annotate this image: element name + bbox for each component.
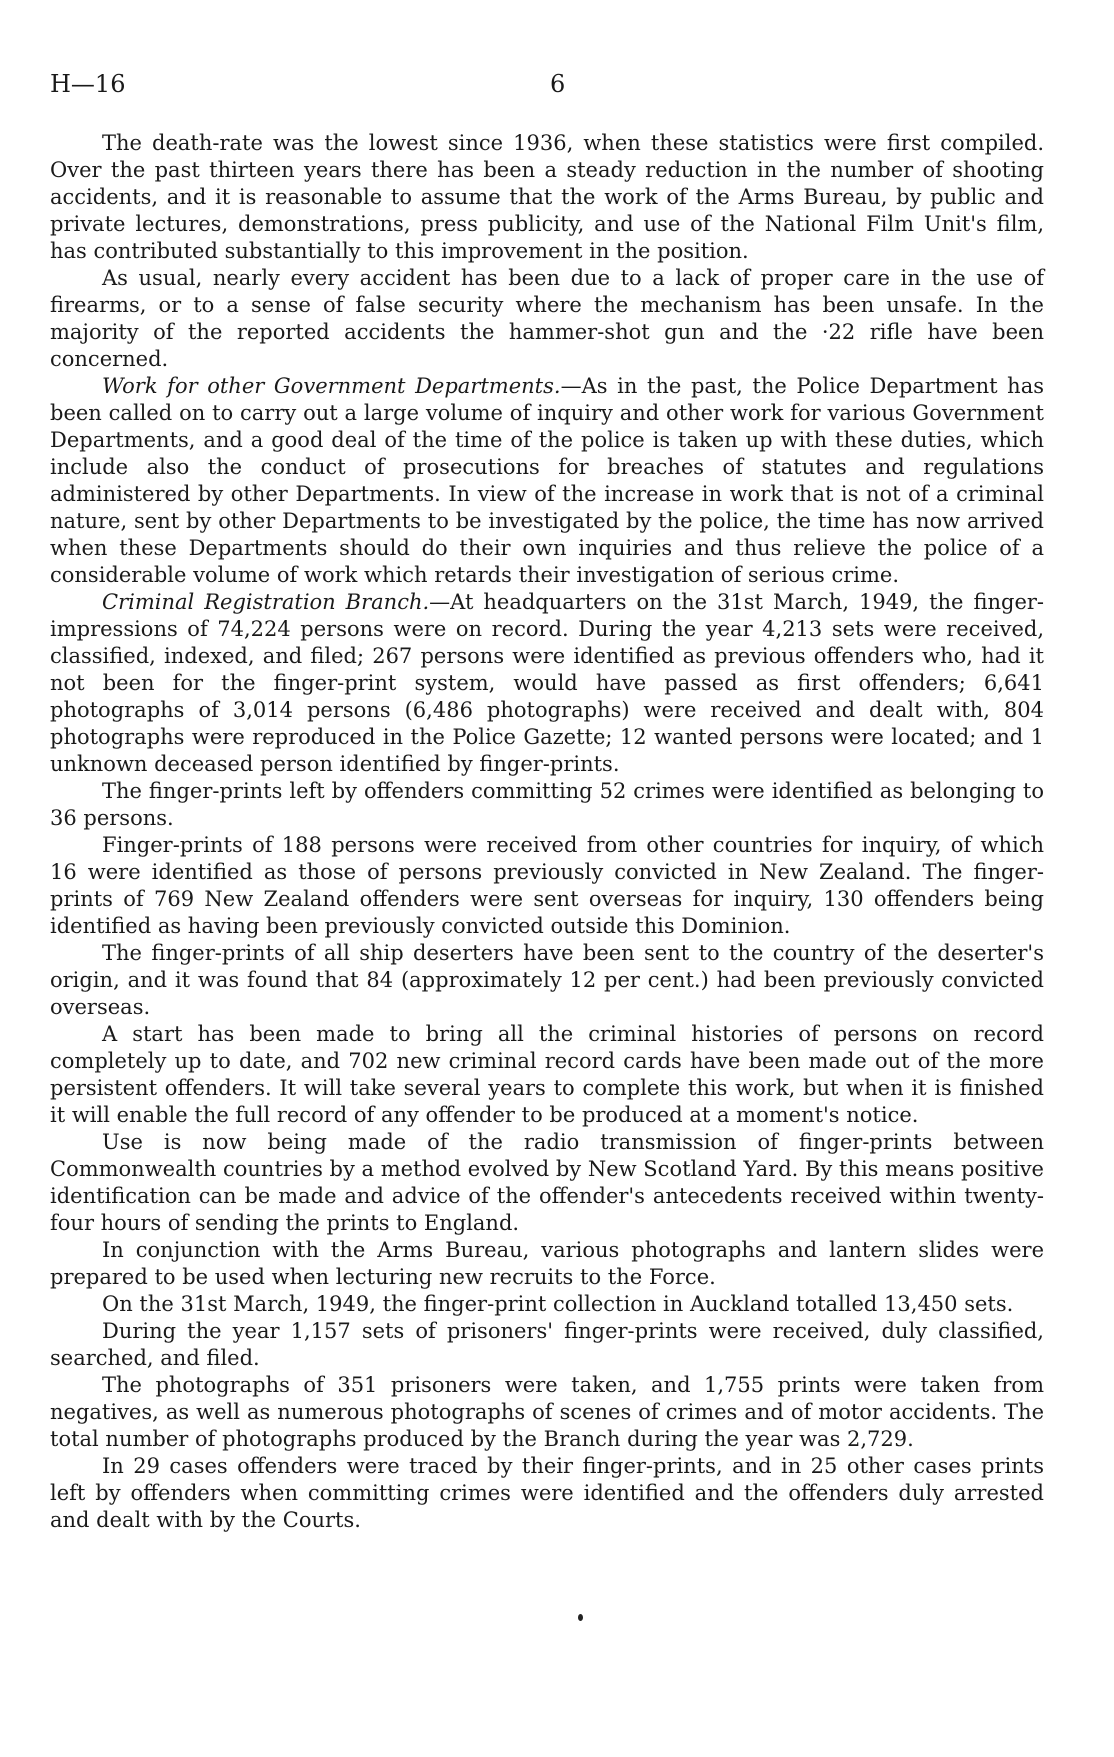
section-heading: Criminal Registration Branch. (102, 590, 430, 614)
paragraph-text: As usual, nearly every accident has been due to a lack of proper care in the use of firearms, or to a sense of false security where the mechanism has been unsafe. In the majority of the reported accidents the hammer-shot gun and the ·22 rifle have been concerned. (50, 266, 1044, 371)
paragraph-text: The finger-prints of all ship deserters have been sent to the country of the deserter's origin, and it was found that 84 (approximately 12 per cent.) had been previously convicted overseas. (50, 941, 1044, 1019)
paragraph-text: A start has been made to bring all the criminal histories of persons on record completely up to date, and 702 new criminal record cards have been made out of the more persistent offenders. It will take several years to complete this work, but when it is finished it will enable the full record of any offender to be produced at a moment's notice. (50, 1022, 1044, 1127)
paragraph-crimes-identified (50, 778, 1044, 832)
document-body (50, 130, 1044, 1534)
paragraph-text: On the 31st March, 1949, the finger-print collection in Auckland totalled 13,450 sets. (102, 1292, 1014, 1316)
paragraph-text: The finger-prints left by offenders committing 52 crimes were identified as belonging to 36 persons. (50, 779, 1044, 830)
paragraph-offenders-traced (50, 1453, 1044, 1534)
paragraph-photographs (50, 1372, 1044, 1453)
paragraph-radio-transmission (50, 1129, 1044, 1237)
paragraph-lantern-slides (50, 1237, 1044, 1291)
paragraph-text: The death-rate was the lowest since 1936, when these statistics were first compiled. Over the past thirteen years there has been a steady reduction in the number of shooting accidents, and it is reasonable to assume that the work of the Arms Bureau, by public and private lectures, demonstrations, press publicity, and use of the National Film Unit's film, has contributed substantially to this improvement in the position. (50, 131, 1044, 263)
paragraph-text: —At headquarters on the 31st March, 1949, the finger-impressions of 74,224 persons were on record. During the year 4,213 sets were received, classified, indexed, and filed; 267 persons were identified as previous offenders who, had it not been for the finger-print system, would have passed as first offenders; 6,641 photographs of 3,014 persons (6,486 photographs) were received and dealt with, 804 photographs were reproduced in the Police Gazette; 12 wanted persons were located; and 1 unknown deceased person identified by finger-prints. (50, 590, 1044, 776)
paragraph-accidents (50, 265, 1044, 373)
paragraph-text: Finger-prints of 188 persons were received from other countries for inquiry, of which 16 were identified as those of persons previously convicted in New Zealand. The finger-prints of 769 New Zealand offenders were sent overseas for inquiry, 130 offenders being identified as having been previously convicted outside this Dominion. (50, 833, 1044, 938)
section-heading: Work for other Government Departments. (102, 374, 561, 398)
paragraph-auckland-collection (50, 1291, 1044, 1318)
paragraph-death-rate (50, 130, 1044, 265)
paragraph-text: During the year 1,157 sets of prisoners' finger-prints were received, duly classified, searched, and filed. (50, 1319, 1044, 1370)
paragraph-text: In 29 cases offenders were traced by their finger-prints, and in 25 other cases prints left by offenders when committing crimes were identified and the offenders duly arrested and dealt with by the Courts. (50, 1454, 1044, 1532)
paragraph-ship-deserters (50, 940, 1044, 1021)
stray-ink-mark (578, 1614, 583, 1621)
paragraph-text: In conjunction with the Arms Bureau, various photographs and lantern slides were prepared to be used when lecturing new recruits to the Force. (50, 1238, 1044, 1289)
report-reference: H—16 (50, 70, 126, 98)
paragraph-criminal-registration (50, 589, 1044, 778)
paragraph-text: The photographs of 351 prisoners were taken, and 1,755 prints were taken from negatives, as well as numerous photographs of scenes of crimes and of motor accidents. The total number of photographs produced by the Branch during the year was 2,729. (50, 1373, 1044, 1451)
page-header (50, 70, 1064, 100)
paragraph-government-work (50, 373, 1044, 589)
paragraph-prisoner-prints (50, 1318, 1044, 1372)
paragraph-criminal-histories (50, 1021, 1044, 1129)
paragraph-text: —As in the past, the Police Department has been called on to carry out a large volume of inquiry and other work for various Government Departments, and a good deal of the time of the police is taken up with these duties, which include also the conduct of prosecutions for breaches of statutes and regulations administered by other Departments. In view of the increase in work that is not of a criminal nature, sent by other Departments to be investigated by the police, the time has now arrived when these Departments should do their own inquiries and thus relieve the police of a considerable volume of work which retards their investigation of serious crime. (50, 374, 1044, 587)
paragraph-overseas-prints (50, 832, 1044, 940)
paragraph-text: Use is now being made of the radio transmission of finger-prints between Commonwealth countries by a method evolved by New Scotland Yard. By this means positive identification can be made and advice of the offender's antecedents received within twenty-four hours of sending the prints to England. (50, 1130, 1044, 1235)
page-number: 6 (550, 70, 566, 98)
